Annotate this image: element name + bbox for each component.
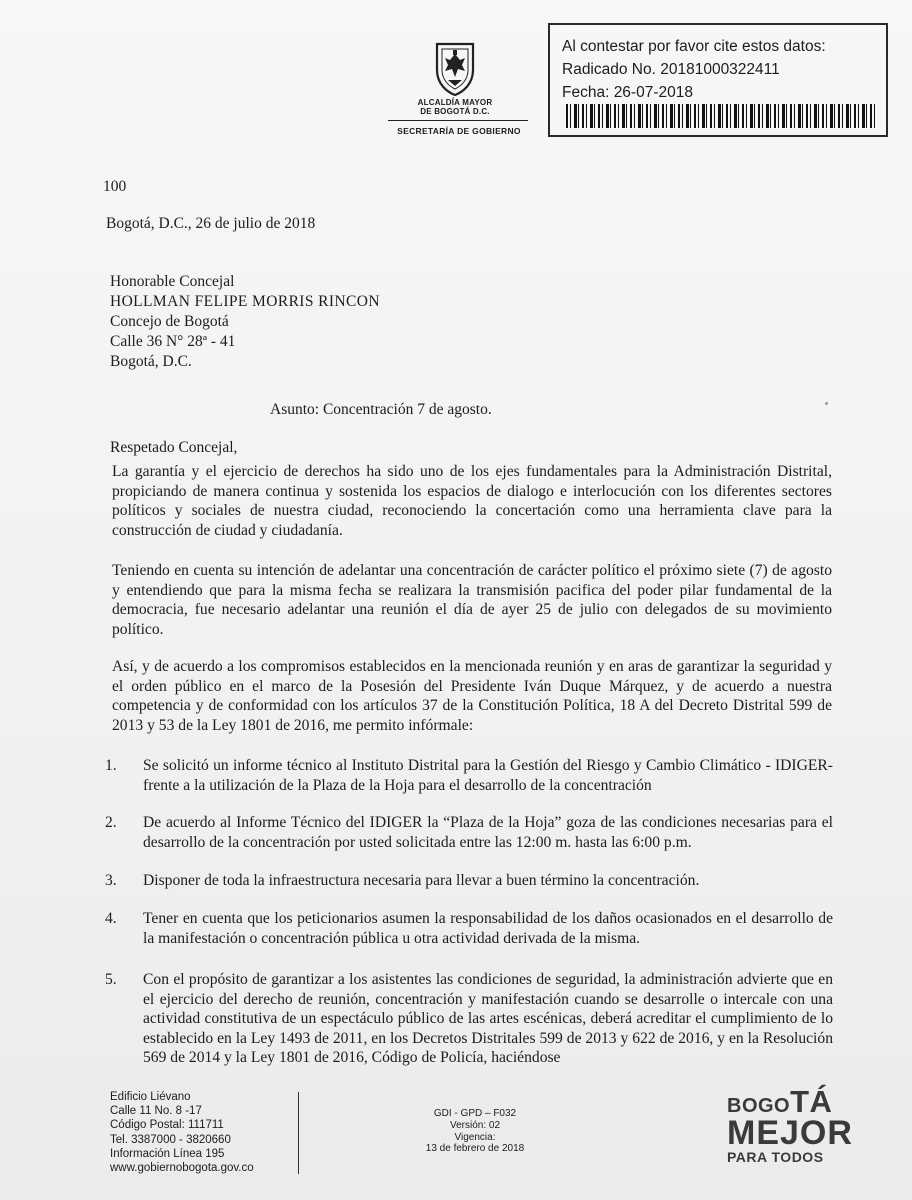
list-item (105, 909, 833, 948)
list-item-number: 3. (105, 872, 117, 889)
list-item-number: 4. (105, 910, 117, 927)
paragraph-2: Teniendo en cuenta su intención de adelantar una concentración de carácter político el próximo siete (7) de agosto y entendiendo que para la misma fecha se realizara la transmisión pacifica del poder pilar fundamental de la democracia, fue necesario adelantar una reunión el día de ayer 25 de julio con delegados de su movimiento político. (112, 562, 832, 638)
footer-contact (110, 1090, 254, 1175)
recipient-city: Bogotá, D.C. (110, 353, 192, 370)
footer-website: www.gobiernobogota.gov.co (110, 1162, 254, 1175)
list-item-text: Tener en cuenta que los peticionarios asumen la responsabilidad de los daños ocasionados en el desarrollo de la manifestación o concentración pública u otra actividad derivada de la misma. (143, 910, 833, 947)
footer-postal: Código Postal: 111711 (110, 1119, 224, 1132)
footer-doc-code: GDI - GPD – F032 (433, 1108, 517, 1119)
footer-info-line: Información Línea 195 (110, 1147, 225, 1160)
footer-street: Calle 11 No. 8 -17 (110, 1105, 202, 1118)
list-item (105, 970, 833, 1068)
letter-date: Bogotá, D.C., 26 de julio de 2018 (106, 215, 316, 232)
logo-bogo: BOGO (727, 1095, 791, 1117)
paragraph-1: La garantía y el ejercicio de derechos ha sido uno de los ejes fundamentales para la Administración Distrital, propiciando de manera continua y sostenida los espacios de dialogo e interlocución con los diferentes sectores políticos y sociales de nuestra ciudad, reconociendo la concertación como una herramienta clave para la construcción de ciudad y ciudadanía. (112, 463, 832, 539)
recipient-name: HOLLMAN FELIPE MORRIS RINCON (110, 293, 380, 310)
footer-vigencia-date: 13 de febrero de 2018 (425, 1143, 525, 1155)
salutation: Respetado Concejal, (110, 439, 238, 456)
list-item (105, 871, 833, 891)
bogota-mejor-logo (727, 1084, 857, 1166)
footer-divider (298, 1092, 299, 1174)
alcaldia-line: ALCALDÍA MAYOR (417, 98, 493, 107)
recipient-org: Concejo de Bogotá (110, 313, 229, 330)
recipient-address: Calle 36 N° 28ª - 41 (110, 333, 236, 350)
radicado-date: Fecha: 26-07-2018 (562, 84, 693, 101)
radicado-number: Radicado No. 20181000322411 (562, 61, 780, 78)
radicado-instruction: Al contestar por favor cite estos datos: (562, 38, 826, 55)
alcaldia-heading (405, 98, 505, 116)
subject-line: Asunto: Concentración 7 de agosto. (270, 401, 492, 418)
footer-building: Edificio Liévano (110, 1091, 191, 1103)
list-item-number: 2. (105, 814, 117, 831)
logo-mejor: MEJOR (727, 1114, 853, 1152)
list-item-number: 5. (105, 971, 117, 988)
list-item (105, 813, 833, 852)
barcode (566, 104, 876, 128)
header-divider (388, 120, 528, 121)
footer-vigencia: Vigencia: (454, 1131, 496, 1143)
bogota-dc-line: DE BOGOTÁ D.C. (420, 107, 490, 116)
logo-ta: TÁ (790, 1084, 833, 1119)
list-item-number: 1. (105, 757, 117, 774)
list-item-text: Con el propósito de garantizar a los asistentes las condiciones de seguridad, la administración advierte que en el ejercicio del derecho de reunión, concentración y manifestación cuando se desarrolle o intercale con una actividad constitutiva de un espectáculo público de las artes escénicas, deberá acreditar el cumplimiento de lo establecido en la Ley 1493 de 2011, en los Decretos Distritales 599 de 2013 y 622 de 2016, y en la Resolución 569 de 2014 y la Ley 1801 de 2016, Código de Policía, haciéndose (143, 971, 833, 1066)
logo-para-todos: PARA TODOS (727, 1149, 824, 1165)
speck (825, 402, 828, 405)
footer-phone: Tel. 3387000 - 3820660 (110, 1133, 231, 1146)
list-item-text: De acuerdo al Informe Técnico del IDIGER la “Plaza de la Hoja” goza de las condiciones necesarias para el desarrollo de la concentración por usted solicitada entre las 12:00 m. hasta las 6:00 p.m. (143, 814, 833, 851)
footer-doc-control (400, 1108, 550, 1155)
list-item-text: Disponer de toda la infraestructura necesaria para llevar a buen término la concentración. (143, 872, 700, 889)
paragraph-3: Así, y de acuerdo a los compromisos establecidos en la mencionada reunión y en aras de garantizar la seguridad y el orden público en el marco de la Posesión del Presidente Iván Duque Márquez, y de acuerdo a nuestra competencia y de conformidad con los artículos 37 de la Constitución Política, 18 A del Decreto Distrital 599 de 2013 y 53 de la Ley 1801 de 2016, me permito infórmale: (112, 658, 832, 734)
secretaria-heading: SECRETARÍA DE GOBIERNO (397, 126, 521, 136)
list-item-text: Se solicitó un informe técnico al Instituto Distrital para la Gestión del Riesgo y Cambio Climático - IDIGER- frente a la utilización de la Plaza de la Hoja para el desarrollo de la concentración (143, 757, 833, 794)
document-code: 100 (103, 178, 127, 195)
list-item (105, 756, 833, 795)
footer-version: Versión: 02 (449, 1119, 501, 1131)
bogota-coat-of-arms-icon (433, 40, 477, 96)
recipient-title: Honorable Concejal (110, 273, 235, 290)
